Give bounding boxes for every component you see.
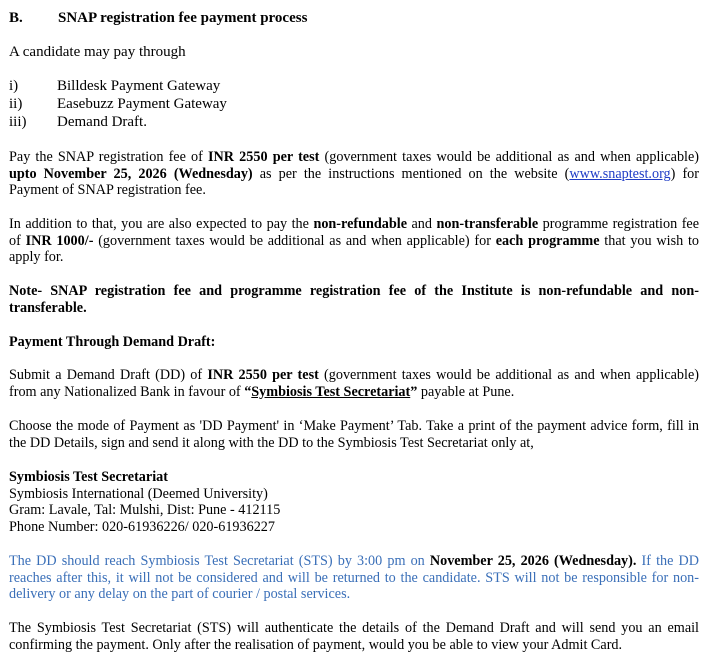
phone-number: Phone Number: 020-61936226/ 020-61936227	[9, 518, 275, 535]
list-label: Easebuzz Payment Gateway	[57, 96, 227, 112]
section-heading	[9, 9, 308, 27]
address-line: Symbiosis International (Deemed University)	[9, 485, 268, 502]
paragraph-text: In addition to that, you are also expected to pay the	[9, 216, 314, 232]
paragraph-text: and	[407, 216, 437, 232]
payee-name: Symbiosis Test Secretariat	[251, 383, 411, 400]
payment-mode-paragraph: Choose the mode of Payment as 'DD Payment' in ‘Make Payment’ Tab. Take a print of the payment advice form, fill in the DD Details, sign and send it along with the DD to the Symbiosis Test Secretariat only at,	[9, 418, 699, 451]
address-name: Symbiosis Test Secretariat	[9, 469, 168, 485]
list-number: ii)	[9, 96, 23, 112]
section-letter: B.	[9, 10, 23, 26]
list-number: i)	[9, 78, 19, 94]
each-programme-label: each programme	[495, 232, 600, 249]
paragraph-text: (government taxes would be additional as and when applicable) for	[93, 232, 496, 249]
paragraph-text: that you wish to apply for.	[9, 232, 699, 265]
paragraph-text: ) for Payment of SNAP registration fee.	[9, 165, 699, 198]
notice-text: If the DD reaches after this, it will not be considered and will be returned to the candidate. STS will not be responsible for non-delivery or any delay on the part of courier / postal services.	[9, 553, 699, 602]
deadline-date: November 25, 2026 (Wednesday).	[429, 553, 637, 569]
paragraph-text: payable at Pune.	[417, 383, 515, 400]
address-line: Gram: Lavale, Tal: Mulshi, Dist: Pune - 412115	[9, 502, 281, 518]
dd-deadline-notice	[9, 553, 699, 603]
fee-amount: INR 1000/-	[25, 232, 94, 249]
fee-amount: INR 2550 per test	[207, 367, 319, 383]
programme-fee-paragraph	[9, 216, 699, 266]
registration-fee-paragraph	[9, 149, 699, 199]
website-link[interactable]: www.snaptest.org	[569, 165, 671, 182]
authentication-paragraph: The Symbiosis Test Secretariat (STS) will authenticate the details of the Demand Draft and will send you an email confirming the payment. Only after the realisation of payment, would you be able to view your Admit Card.	[9, 620, 699, 653]
non-transferable-label: non-transferable	[436, 216, 539, 232]
paragraph-text: as per the instructions mentioned on the website (	[252, 165, 570, 182]
paragraph-text: programme registration fee of	[9, 216, 700, 249]
paragraph-text: (government taxes would be additional as and when applicable) from any Nationalized Bank in favour of	[9, 367, 699, 400]
list-label: Billdesk Payment Gateway	[57, 78, 221, 94]
fee-note: Note- SNAP registration fee and programme registration fee of the Institute is non-refundable and non-transferable.	[9, 283, 699, 316]
demand-draft-paragraph	[9, 367, 699, 400]
notice-text: The DD should reach Symbiosis Test Secretariat (STS) by 3:00 pm on	[9, 553, 430, 569]
close-quote: ”	[410, 383, 418, 400]
deadline-date: upto November 25, 2026 (Wednesday)	[9, 165, 253, 182]
fee-amount: INR 2550 per test	[208, 149, 320, 165]
paragraph-text: Pay the SNAP registration fee of	[9, 149, 209, 165]
intro-text: A candidate may pay through	[9, 44, 186, 60]
address-block	[9, 469, 699, 535]
paragraph-text: Submit a Demand Draft (DD) of	[9, 367, 208, 383]
list-label: Demand Draft.	[57, 114, 147, 130]
section-title: SNAP registration fee payment process	[58, 10, 308, 26]
list-number: iii)	[9, 114, 27, 130]
paragraph-text: (government taxes would be additional as and when applicable)	[319, 149, 699, 165]
dd-heading: Payment Through Demand Draft:	[9, 334, 216, 350]
open-quote: “	[244, 383, 252, 400]
non-refundable-label: non-refundable	[313, 216, 407, 232]
